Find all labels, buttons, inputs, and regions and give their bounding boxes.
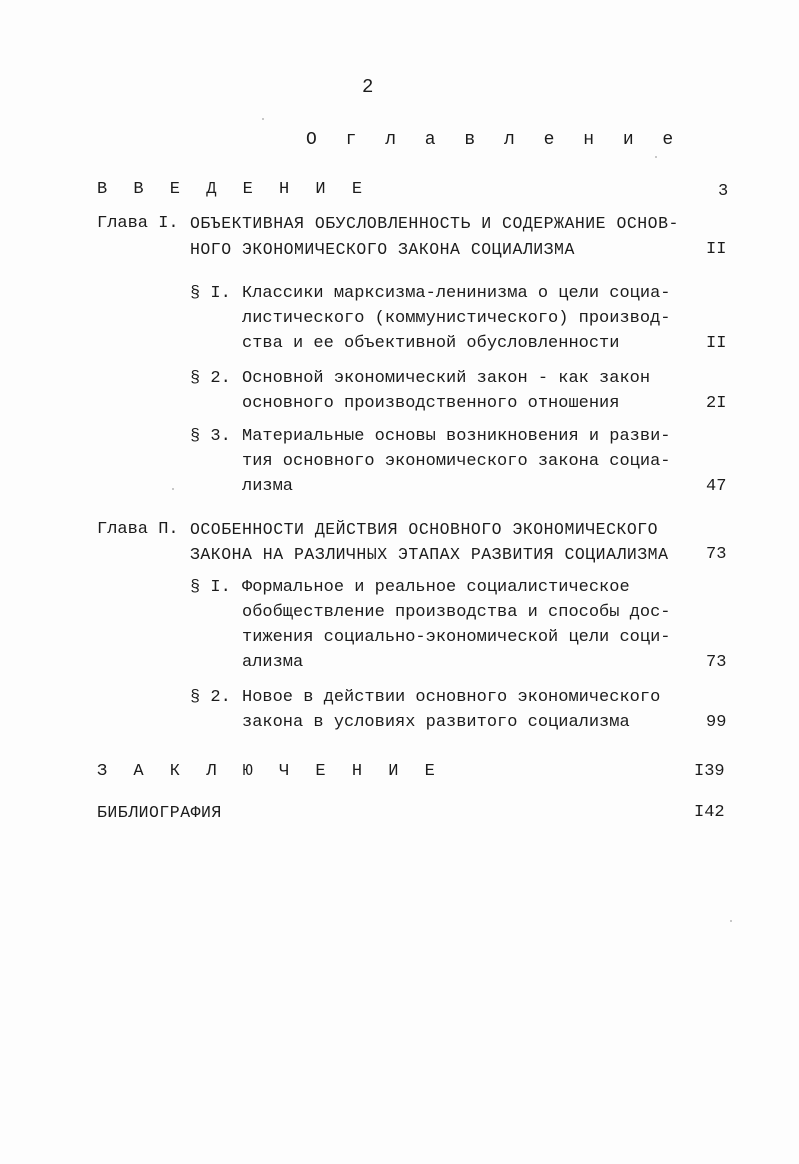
toc-section-2-2-prefix: § 2. xyxy=(190,688,231,707)
toc-section-1-2-line2: основного производственного отношения xyxy=(242,394,620,413)
toc-chapter-2-title-line1: ОСОБЕННОСТИ ДЕЙСТВИЯ ОСНОВНОГО ЭКОНОМИЧЕСКОГО xyxy=(190,520,659,539)
toc-section-2-2-line2: закона в условиях развитого социализма xyxy=(242,713,630,732)
toc-chapter-1-title-line1: ОБЪЕКТИВНАЯ ОБУСЛОВЛЕННОСТЬ И СОДЕРЖАНИЕ ОСНОВ- xyxy=(190,214,679,233)
toc-section-1-1-prefix: § I. xyxy=(190,284,231,303)
toc-page-bibliography: I42 xyxy=(694,803,725,822)
toc-page-intro: 3 xyxy=(718,182,729,201)
toc-section-2-1-prefix: § I. xyxy=(190,578,231,597)
toc-page-section-1-2: 2I xyxy=(706,394,727,413)
toc-section-2-1-line3: тижения социально-экономической цели соци- xyxy=(242,628,671,647)
toc-section-1-2-prefix: § 2. xyxy=(190,369,231,388)
toc-section-1-1-line3: ства и ее объективной обусловленности xyxy=(242,334,620,353)
toc-section-2-1-line2: обобществление производства и способы дос- xyxy=(242,603,671,622)
toc-page-section-1-3: 47 xyxy=(706,477,727,496)
toc-page-chapter-1: II xyxy=(706,240,727,259)
page-number: 2 xyxy=(362,76,374,98)
scan-speck xyxy=(172,488,174,490)
toc-section-1-3-line1: Материальные основы возникновения и разви- xyxy=(242,427,671,446)
scan-speck xyxy=(262,118,264,120)
toc-chapter-2-prefix: Глава П. xyxy=(97,520,179,539)
toc-section-2-1-line4: ализма xyxy=(242,653,304,672)
toc-section-1-2-line1: Основной экономический закон - как закон xyxy=(242,369,651,388)
toc-section-1-1-line2: листического (коммунистического) производ- xyxy=(242,309,671,328)
toc-chapter-1-title-line2: НОГО ЭКОНОМИЧЕСКОГО ЗАКОНА СОЦИАЛИЗМА xyxy=(190,240,575,259)
toc-entry-bibliography: БИБЛИОГРАФИЯ xyxy=(97,803,222,822)
toc-section-1-3-line2: тия основного экономического закона социа- xyxy=(242,452,671,471)
toc-page-section-2-1: 73 xyxy=(706,653,727,672)
toc-section-1-3-prefix: § 3. xyxy=(190,427,231,446)
toc-page-chapter-2: 73 xyxy=(706,545,727,564)
toc-section-2-1-line1: Формальное и реальное социалистическое xyxy=(242,578,630,597)
toc-section-1-1-line1: Классики марксизма-ленинизма о цели социа- xyxy=(242,284,671,303)
toc-page-section-2-2: 99 xyxy=(706,713,727,732)
toc-entry-conclusion: З А К Л Ю Ч Е Н И Е xyxy=(97,762,443,781)
toc-chapter-2-title-line2: ЗАКОНА НА РАЗЛИЧНЫХ ЭТАПАХ РАЗВИТИЯ СОЦИАЛИЗМА xyxy=(190,545,669,564)
toc-section-2-2-line1: Новое в действии основного экономического xyxy=(242,688,661,707)
toc-title: О г л а в л е н и е xyxy=(306,130,683,150)
toc-page-conclusion: I39 xyxy=(694,762,725,781)
scan-speck xyxy=(655,156,657,158)
toc-entry-intro: В В Е Д Е Н И Е xyxy=(97,180,371,199)
toc-page-section-1-1: II xyxy=(706,334,727,353)
scan-speck xyxy=(730,920,732,922)
toc-chapter-1-prefix: Глава I. xyxy=(97,214,179,233)
toc-section-1-3-line3: лизма xyxy=(242,477,294,496)
